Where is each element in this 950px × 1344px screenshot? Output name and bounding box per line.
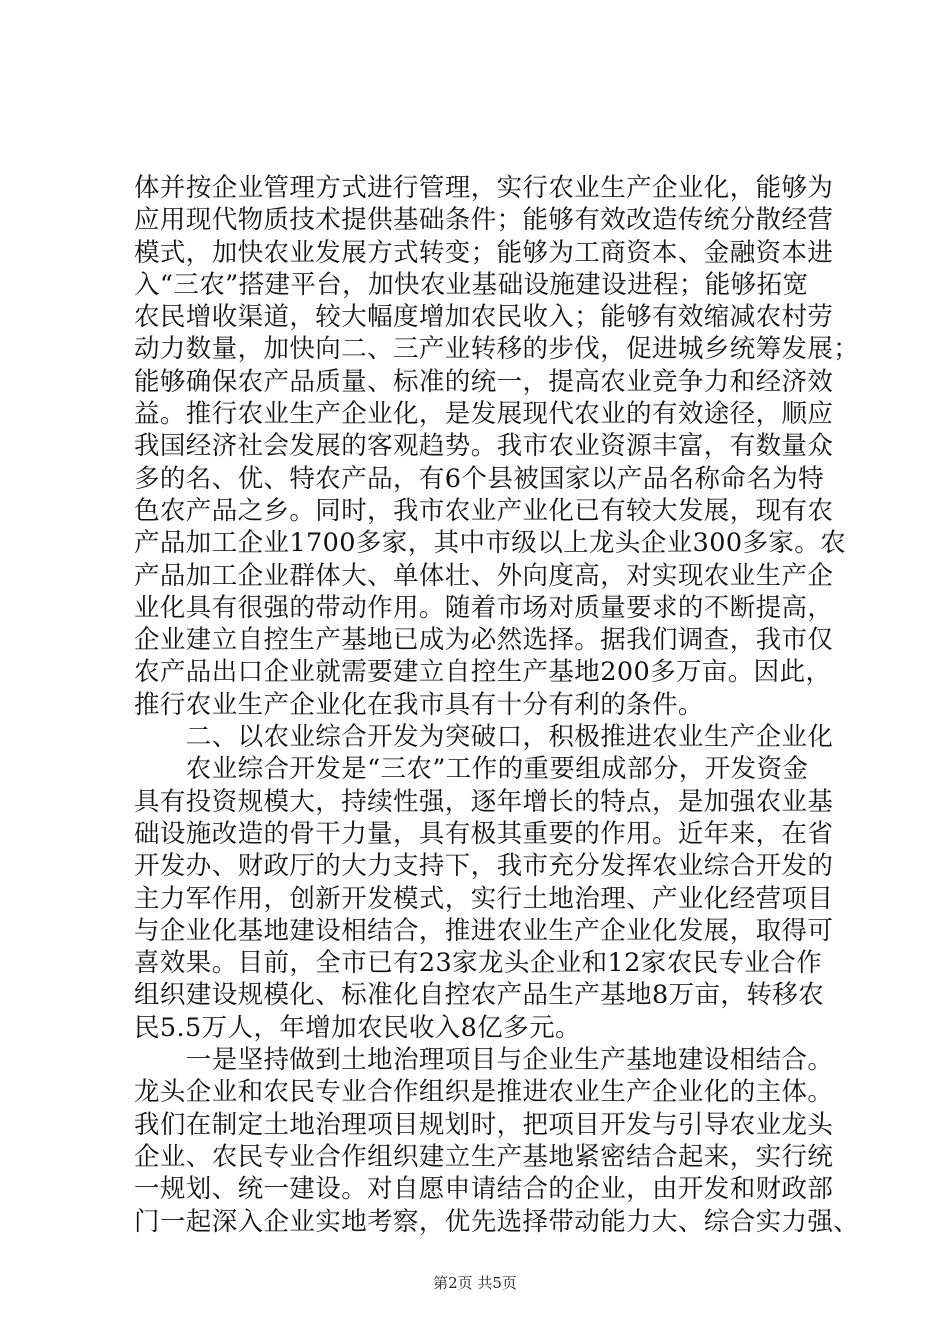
text-line: 业化具有很强的带动作用。随着市场对质量要求的不断提高， — [134, 592, 834, 623]
text-line: 民5.5万人，年增加农民收入8亿多元。 — [134, 1012, 581, 1043]
text-line: 体并按企业管理方式进行管理，实行农业生产企业化，能够为 — [134, 173, 834, 203]
text-line: 能够确保农产品质量、标准的统一，提高农业竞争力和经济效 — [134, 366, 834, 397]
text-line: 入“三农”搭建平台，加快农业基础设施建设进程；能够拓宽 — [134, 269, 809, 300]
text-line: 动力数量，加快向二、三产业转移的步伐，促进城乡统筹发展； — [134, 334, 860, 365]
text-line: 推行农业生产企业化在我市具有十分有利的条件。 — [134, 689, 704, 720]
text-line: 企业建立自控生产基地已成为必然选择。据我们调查，我市仅 — [134, 625, 834, 656]
text-line: 一规划、统一建设。对自愿申请结合的企业，由开发和财政部 — [134, 1174, 834, 1205]
text-line: 与企业化基地建设相结合，推进农业生产企业化发展，取得可 — [134, 915, 834, 946]
text-line: 色农产品之乡。同时，我市农业产业化已有较大发展，现有农 — [134, 495, 834, 526]
text-line: 开发办、财政厅的大力支持下，我市充分发挥农业综合开发的 — [134, 851, 834, 882]
body-text — [134, 172, 860, 1238]
text-line: 多的名、优、特农产品，有6个县被国家以产品名称命名为特 — [134, 463, 825, 494]
text-line: 模式，加快农业发展方式转变；能够为工商资本、金融资本进 — [134, 237, 834, 268]
text-line: 我们在制定土地治理项目规划时，把项目开发与引导农业龙头 — [134, 1109, 834, 1140]
text-line: 主力军作用，创新开发模式，实行土地治理、产业化经营项目 — [134, 883, 834, 914]
text-line: 应用现代物质技术提供基础条件；能够有效改造传统分散经营 — [134, 205, 834, 236]
page-indicator: 第2页 共5页 — [433, 1274, 517, 1292]
text-line: 产品加工企业1700多家，其中市级以上龙头企业300多家。农 — [134, 528, 847, 559]
text-line: 门一起深入企业实地考察，优先选择带动能力大、综合实力强、 — [134, 1206, 860, 1237]
text-line: 二、以农业综合开发为突破口，积极推进农业生产企业化 — [134, 722, 834, 753]
text-line: 农业综合开发是“三农”工作的重要组成部分，开发资金 — [134, 754, 809, 785]
text-line: 一是坚持做到土地治理项目与企业生产基地建设相结合。 — [134, 1045, 834, 1076]
text-line: 产品加工企业群体大、单体壮、外向度高，对实现农业生产企 — [134, 560, 834, 591]
text-line: 龙头企业和农民专业合作组织是推进农业生产企业化的主体。 — [134, 1077, 834, 1108]
text-line: 农产品出口企业就需要建立自控生产基地200多万亩。因此， — [134, 657, 832, 688]
text-line: 组织建设规模化、标准化自控农产品生产基地8万亩，转移农 — [134, 980, 825, 1011]
text-line: 我国经济社会发展的客观趋势。我市农业资源丰富，有数量众 — [134, 431, 834, 462]
text-line: 具有投资规模大，持续性强，逐年增长的特点，是加强农业基 — [134, 786, 834, 817]
text-line: 企业、农民专业合作组织建立生产基地紧密结合起来，实行统 — [134, 1141, 834, 1172]
text-line: 础设施改造的骨干力量，具有极其重要的作用。近年来，在省 — [134, 818, 834, 849]
text-line: 农民增收渠道，较大幅度增加农民收入；能够有效缩减农村劳 — [134, 302, 834, 333]
text-line: 喜效果。目前，全市已有23家龙头企业和12家农民专业合作 — [134, 948, 823, 979]
text-line: 益。推行农业生产企业化，是发展现代农业的有效途径，顺应 — [134, 399, 834, 430]
page-footer — [0, 1272, 950, 1293]
